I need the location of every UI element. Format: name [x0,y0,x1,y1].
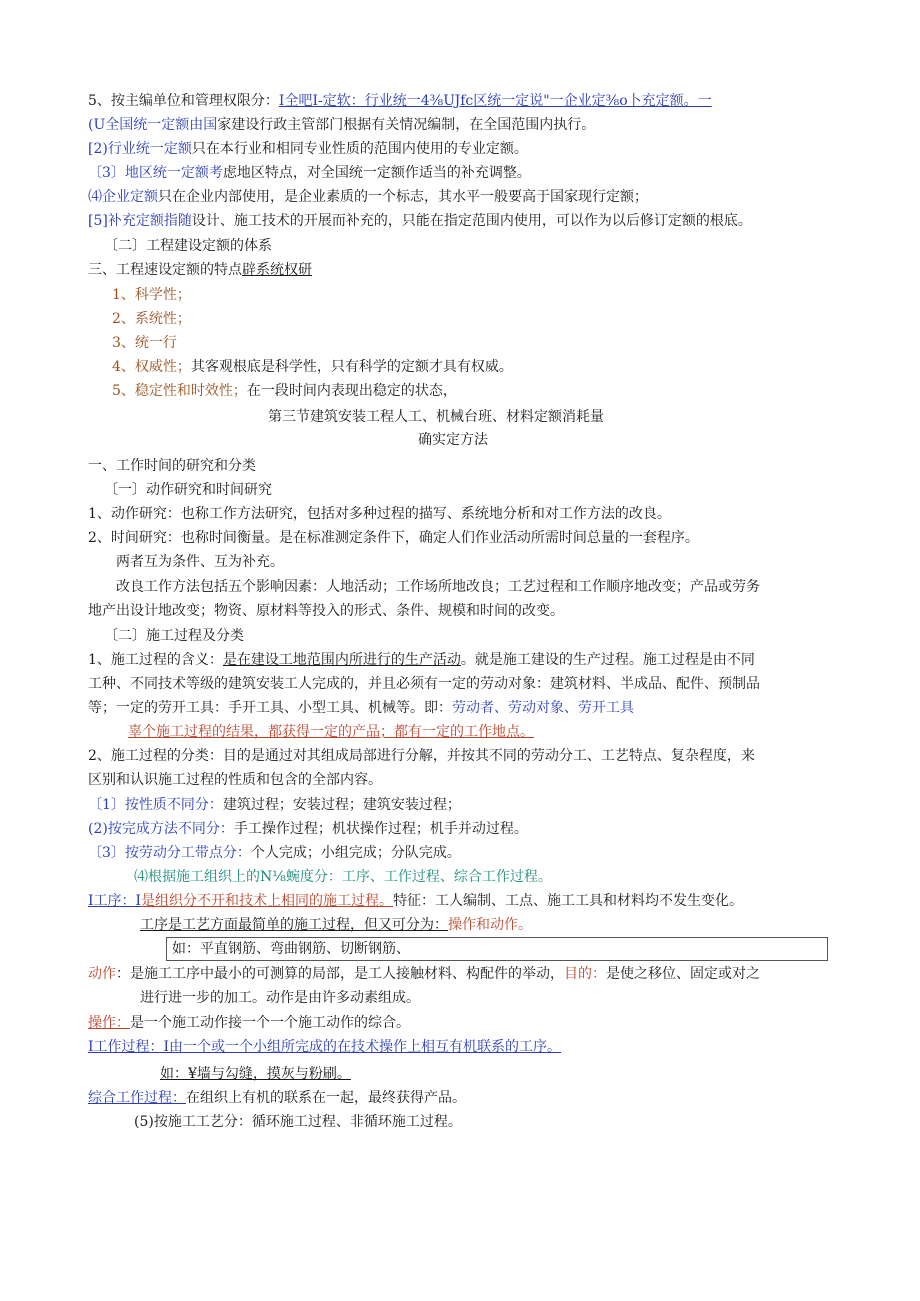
text-underlined: I工作过程：I由一个或一个小组所完成的在技术操作上相互有机联系的工序。 [88,1039,562,1055]
text-underlined: 操作： [88,1015,130,1031]
line-enterprise-quota [88,187,648,207]
text: 个人完成；小组完成；分队完成。 [250,845,461,861]
text: ：是施工工序中最小的可测算的局部，是工人接触材料、构配件的举动， [116,966,564,982]
text: 1、施工过程的含义： [88,652,223,668]
list-item-unified: 3、统一行 [112,335,177,351]
text: 设计、施工技术的开展而补充的，只能在指定范围内使用，可以作为以后修订定额的根底。 [191,213,752,229]
text: 三、工程速设定额的特点 [88,262,242,278]
text-highlight: [5]补充定额指随 [88,213,192,229]
line-by-method [88,819,528,839]
text: 只在企业内部使用，是企业素质的一个标志，其水平一般要高于国家现行定额； [158,189,648,205]
text-highlight: I工序：I [88,893,142,909]
line-composite-process [88,1088,466,1108]
text-underlined: 如：¥墙与勾缝，摸灰与粉刷。 [160,1066,351,1082]
text: 是一个施工动作接一个一个施工动作的综合。 [130,1015,410,1031]
text-highlight: 〔1〕按性质不同分： [88,797,223,813]
text: 在组织上有机的联系在一起，最终获得产品。 [186,1090,466,1106]
line-national-quota [88,115,595,135]
text: 特征：工人编制、工点、施工工具和材料均不发生变化。 [393,893,744,909]
line-work-process-example [160,1064,351,1084]
text: 家建设行政主管部门根据有关情况编制，在全国范围内执行。 [217,117,596,133]
heading-motion-time: 〔一〕动作研究和时间研究 [104,482,272,498]
line-work-process [88,1037,561,1057]
text-highlight: 〔3〕地区统一定额考 [88,165,223,181]
text-underlined: 是组织分不开和技术上相同的施工过程。 [141,893,394,909]
text: 。就是施工建设的生产过程。施工过程是由不同 [460,652,755,668]
text-highlight: (U全国统一定额由国 [88,117,218,133]
line-process-classification: 2、施工过程的分类：目的是通过对其组成局部进行分解，并按其不同的劳动分工、工艺特点、复杂程度，来 [88,748,755,764]
text-highlight: I全吧I-定软：行业统一4⅜UJfc区统一定说"一企业定⅜o卜充定额。一 [278,93,712,109]
line-motion-study: 1、动作研究：也称工作方法研究，包括对多种过程的描写、系统地分析和对工作方法的改良。 [88,506,671,522]
text-underlined: 是在建设工地范围内所进行的生产活动 [222,652,461,668]
text: 是使之移位、固定或对之 [606,966,760,982]
text-highlight: (2)按完成方法不同分： [88,821,234,837]
example-rebar: 如：平直钢筋、弯曲钢筋、切断钢筋、 [172,941,410,957]
line-process-meaning-cont: 工种、不同技术等级的建筑安装工人完成的，并且必须有一定的劳动对象：建筑材料、半成品、配件、预制品 [88,676,760,692]
section-title: 第三节建筑安装工程人工、机械台班、材料定额消耗量 [268,409,604,425]
text: 其客观根底是科学性，只有科学的定额才具有权威。 [190,359,513,375]
list-item-systematic: 2、系统性； [112,311,191,327]
text-underlined: 辟系统权研 [242,262,312,278]
text: 建筑过程；安装过程；建筑安装过程； [222,797,461,813]
text: 虑地区特点，对全国统一定额作适当的补充调整。 [222,165,531,181]
heading-process: 〔二〕施工过程及分类 [104,628,244,644]
list-item-stability [112,381,457,401]
text: 手工操作过程；机状操作过程；机手并动过程。 [233,821,528,837]
line-improve-methods-cont: 地产出设计地改变；物资、原材料等投入的形式、条件、规模和时间的改变。 [88,603,564,619]
line-action [88,964,760,984]
text-highlight: ⑷企业定额 [88,189,158,205]
line-complement: 两者互为条件、互为补充。 [116,554,284,570]
heading-quota-system: 〔二〕工程建设定额的体系 [104,238,272,254]
line-industry-quota [88,139,528,159]
text: 5、按主编单位和管理权限分： [88,93,279,109]
text-underlined: 辜个施工过程的结果，都获得一定的产品；都有一定的工作地点。 [128,724,534,740]
line-process-classification-cont: 区别和认识施工过程的性质和包含的全部内容。 [88,772,382,788]
line-operation [88,1013,410,1033]
line-procedure [88,891,743,911]
line-by-labor [88,843,461,863]
line-process-result [128,722,534,742]
line-improve-methods: 改良工作方法包括五个影响因素：人地活动；工作场所地改良；工艺过程和工作顺序地改变；产品或劳务 [116,579,760,595]
line-regional-quota [88,163,531,183]
line-time-study: 2、时间研究：也称时间衡量。是在标准测定条件下，确定人们作业活动所需时间总量的一套程序。 [88,530,699,546]
text-highlight: 综合工作过程： [88,1090,186,1106]
line-procedure-note [140,915,532,935]
text: 等；一定的劳开工具：手开工具、小型工具、机械等。即： [88,700,452,716]
text-highlight: 动作 [88,966,116,982]
line-process-meaning [88,650,755,670]
text-highlight: [2)行业统一定额 [88,141,192,157]
heading-quota-features [88,260,312,280]
text-underlined: 工序是工艺方面最简单的施工过程，但又可分为： [140,917,448,933]
list-item-authority [112,357,513,377]
line-by-nature [88,795,461,815]
text-highlight: 5、稳定性和时效性； [112,383,247,399]
line-action-cont: 进行进一步的加工。动作是由许多动素组成。 [140,990,420,1006]
text-highlight: 目的： [564,966,606,982]
heading-work-time: 一、工作时间的研究和分类 [88,458,256,474]
line-supplementary-quota [88,211,752,231]
line-process-tools [88,698,634,718]
text: 只在本行业和相同专业性质的范围内使用的专业定额。 [191,141,528,157]
text-highlight: 劳动者、劳动对象、劳开工具 [452,700,634,716]
text-highlight: 4、权威性； [112,359,191,375]
line-by-organization: ⑷根据施工组织上的N⅛蜿度分：工序、工作过程、综合工作过程。 [134,869,552,885]
line-editor-classification [88,91,712,111]
list-item-scientific: 1、科学性； [112,287,191,303]
text: 在一段时间内表现出稳定的状态， [246,383,457,399]
text-highlight: 〔3〕按劳动分工带点分： [88,845,251,861]
section-title-cont: 确实定方法 [418,432,488,448]
text-highlight: 操作和动作。 [448,917,532,933]
line-by-craft: (5)按施工工艺分：循环施工过程、非循环施工过程。 [134,1114,462,1130]
